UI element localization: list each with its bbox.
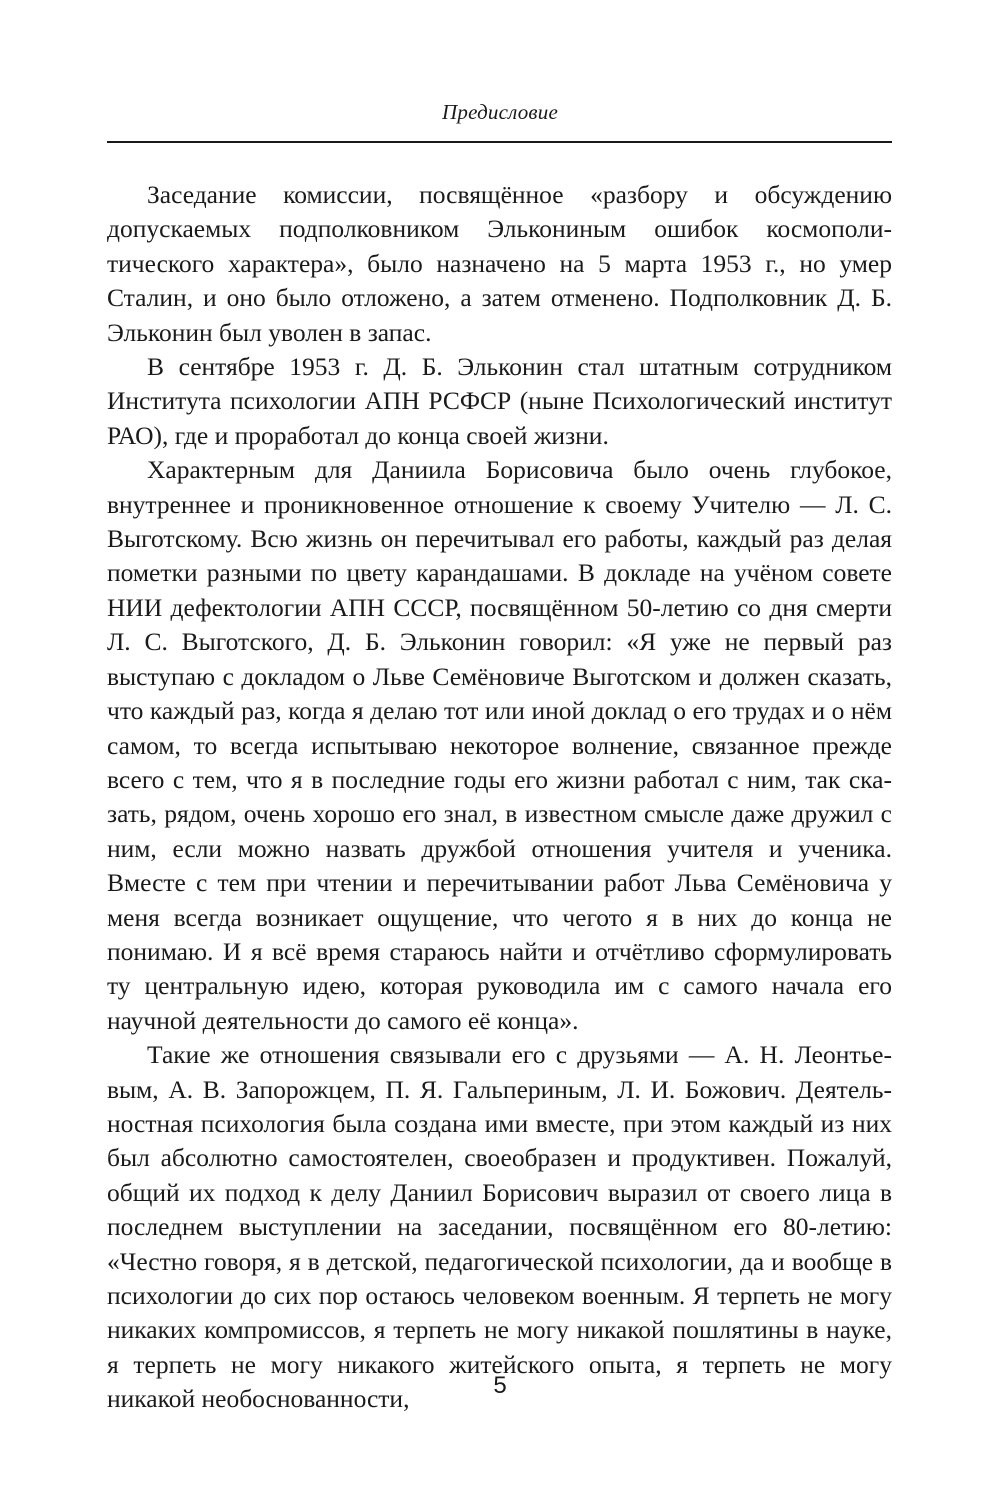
body-text	[107, 178, 892, 1417]
page-number: 5	[493, 1372, 507, 1399]
paragraph: Такие же отношения связывали его с друзьями — А. Н. Леонтьевым, А. В. Запорожцем, П. Я. Гальпериным, Л. И. Божович. Деятельностная психология была создана ими вместе, при этом каждый из них был абсолютно самостоятелен, своеобразен и продуктивен. Пожалуй, общий их подход к делу Даниил Борисович выразил от своего лица в последнем выступлении на заседании, посвящённом его 80-летию: «Честно говоря, я в детской, педагогической психологии, да и вообще в психологии до сих пор остаюсь человеком военным. Я терпеть не могу никаких компромиссов, я терпеть не могу никакой пошлятины в науке, я терпеть не могу никакого житейского опыта, я терпеть не могу никакой необоснованности,	[107, 1040, 892, 1414]
paragraph: Характерным для Даниила Борисовича было очень глубокое, внутреннее и проникновенное отношение к своему Учителю — Л. С. Выготскому. Всю жизнь он перечитывал его работы, каждый раз делая пометки разными по цвету карандашами. В докладе на учёном совете НИИ дефектологии АПН СССР, посвящённом 50-летию со дня смерти Л. С. Выготского, Д. Б. Эльконин говорил: «Я уже не первый раз выступаю с докладом о Льве Семёновиче Выготском и должен сказать, что каждый раз, когда я делаю тот или иной доклад о его трудах и о нём самом, то всегда испытываю некоторое волнение, связанное прежде всего с тем, что я в последние годы его жизни работал с ним, так сказать, рядом, очень хорошо его знал, в известном смысле даже дружил с ним, если можно назвать дружбой отношения учителя и ученика. Вместе с тем при чтении и перечитывании работ Льва Семёновича у меня всегда возникает ощущение, что чегото я в них до конца не понимаю. И я всё время стараюсь найти и отчётливо сформулировать ту центральную идею, которая руководила им с самого начала его научной деятельности до самого её конца».	[107, 455, 892, 1035]
paragraph: Заседание комиссии, посвящённое «разбору и обсуждению допускаемых подполковником Элькониным ошибок космополитического характера», было назначено на 5 марта 1953 г., но умер Сталин, и оно было отложено, а затем отменено. Подполковник Д. Б. Эльконин был уволен в запас.	[107, 180, 892, 347]
header-rule	[107, 141, 892, 143]
paragraph: В сентябре 1953 г. Д. Б. Эльконин стал штатным сотрудником Института психологии АПН РСФСР (ныне Психологический институт РАО), где и проработал до конца своей жизни.	[107, 352, 892, 450]
running-header: Предисловие	[442, 100, 558, 124]
